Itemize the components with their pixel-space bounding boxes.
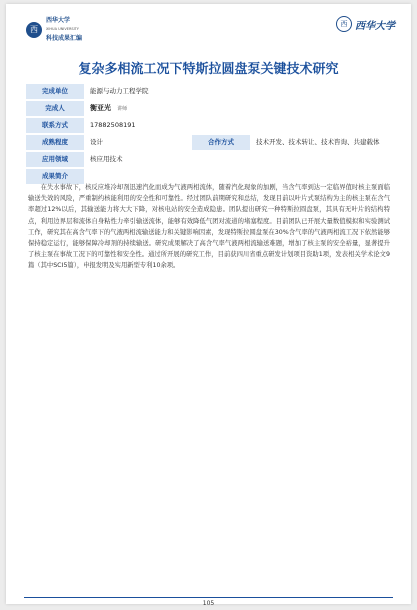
label-domain: 应用领域 (26, 152, 84, 167)
label-stage: 成熟程度 (26, 135, 84, 150)
value-stage: 设计 (90, 138, 103, 146)
row-unit (26, 84, 391, 99)
document-page (6, 4, 411, 607)
value-phone: 17882508191 (90, 121, 136, 129)
row-person (26, 101, 391, 116)
page-number: 105 (202, 600, 215, 607)
value-unit: 能源与动力工程学院 (90, 87, 149, 95)
calligraphy-text: 西华大学 (355, 20, 395, 32)
summary-text: 在失水事故下，核反应堆冷却剂迅速汽化而成为气液两相流体，随着汽化现象的加剧，当含气率到达一定临界值时核主泵面临输送失效的风险，严重制约核能利用的安全性和可靠性。经过团队前期研究和总结，发现目前以叶片式泵结构为主的核主泵在含气率超过12%以后，其输送能力将大大下降，对核电站的安全造成隐患。团队提出研究一种特斯拉圆盘泵，其具有无叶片的结构特点，利用边界层和流体自身粘性力牵引输送流体，能够有效降低气团对流道的堵塞程度。目前团队已开展大量数值模拟和实验测试工作，研究其在高含气率下的气液两相流输送能力和关键影响因素，发现特斯拉圆盘泵在30%含气率的气液两相流工况下依然能够保持稳定运行，能够保障冷却剂的持续输送。研究成果解决了高含气率气液两相流输送难题，增加了核主泵的安全裕量，显著提升了核主泵在事故工况下的可靠性和安全性。通过所开展的研究工作，目前获四川省重点研发计划项目资助1项，发表相关学术论文9篇（其中SCI5篇），申报发明及实用新型专利10余项。 (28, 184, 390, 270)
label-phone: 联系方式 (26, 118, 84, 133)
seal-icon: 西 (336, 16, 352, 32)
row-domain (26, 152, 391, 167)
label-summary: 成果简介 (26, 169, 84, 184)
info-table (26, 84, 391, 186)
person-name: 衡亚光 (90, 104, 111, 112)
row-stage (26, 135, 391, 150)
university-emblem-icon: 西 (26, 22, 42, 38)
person-title: 讲师 (117, 106, 128, 112)
value-cooperation: 技术开发、技术转让、技术咨询、共建载体 (256, 138, 380, 146)
row-phone (26, 118, 391, 133)
footer-divider (24, 597, 393, 598)
logo-en: XIHUA UNIVERSITY (46, 27, 79, 31)
label-person: 完成人 (26, 101, 84, 116)
label-unit: 完成单位 (26, 84, 84, 99)
logo-cn: 西华大学 (46, 17, 71, 24)
logo-text (46, 16, 82, 43)
value-domain: 核应用技术 (90, 155, 123, 163)
header-calligraphy-logo (336, 16, 395, 32)
label-cooperation: 合作方式 (192, 135, 250, 150)
university-logo (26, 16, 82, 43)
page-title: 复杂多相流工况下特斯拉圆盘泵关键技术研究 (78, 62, 339, 77)
value-person (90, 101, 127, 117)
logo-subtitle: 科技成果汇编 (46, 35, 83, 42)
